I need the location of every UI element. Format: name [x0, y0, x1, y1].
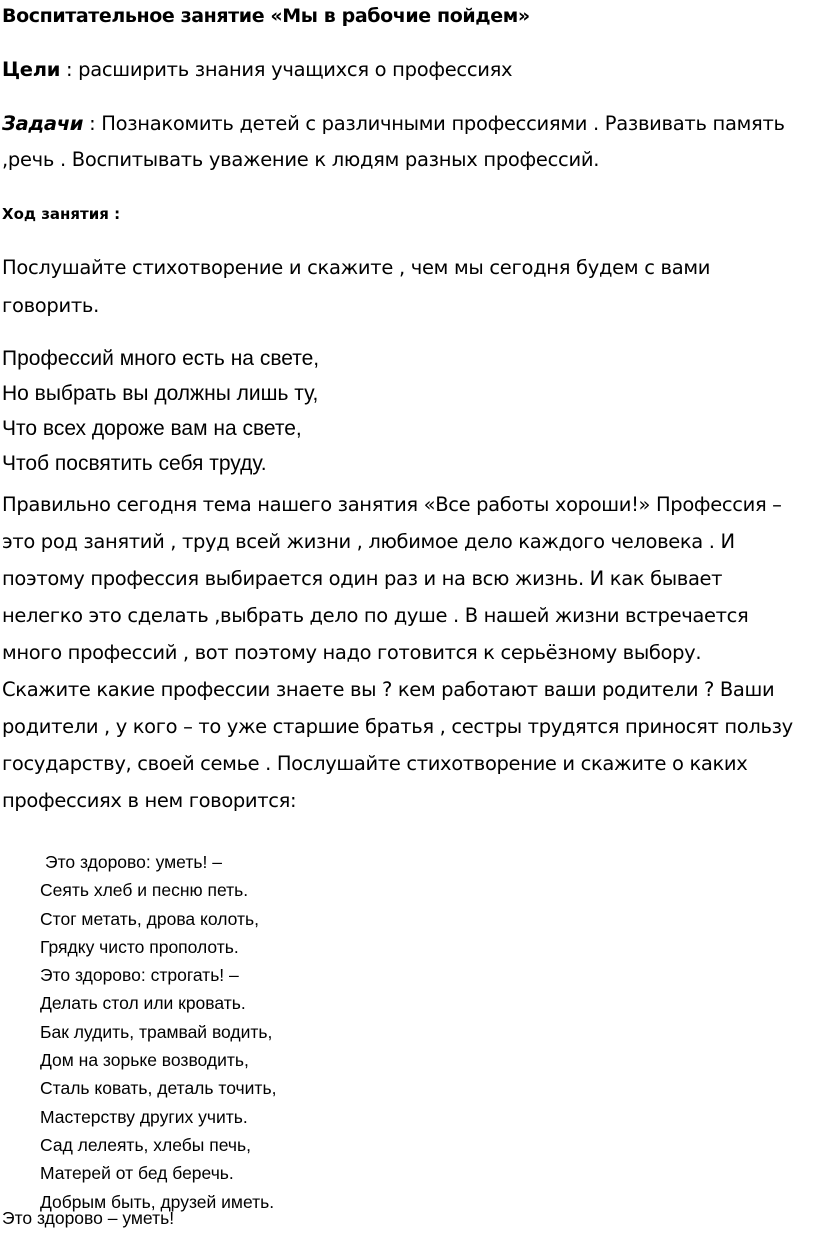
paragraph-line: нелегко это сделать ,выбрать дело по душе . В нашей жизни встречается	[2, 604, 749, 627]
poem-line: Стог метать, дрова колоть,	[40, 908, 259, 929]
poem-line: Матерей от бед беречь.	[40, 1163, 234, 1184]
goals-label: Цели	[2, 58, 61, 81]
paragraph-line: родители , у кого – то уже старшие братья , сестры трудятся приносят пользу	[2, 715, 793, 738]
paragraph-line: это род занятий , труд всей жизни , любимое дело каждого человека . И	[2, 530, 735, 553]
poem-line: Профессий много есть на свете,	[2, 347, 320, 370]
tasks-label: Задачи	[2, 112, 84, 135]
poem-line: Но выбрать вы должны лишь ту,	[2, 382, 319, 405]
poem-line: Это здорово: строгать! –	[40, 965, 239, 986]
document-title: Воспитательное занятие «Мы в рабочие пойдем»	[2, 5, 530, 27]
poem-line: Сад лелеять, хлебы печь,	[40, 1134, 251, 1155]
poem-line: Чтоб посвятить себя труду.	[2, 452, 267, 475]
paragraph-line: поэтому профессия выбирается один раз и на всю жизнь. И как бывает	[2, 567, 723, 590]
paragraph-line: профессиях в нем говорится:	[2, 789, 297, 812]
goals-text: : расширить знания учащихся о профессиях	[60, 58, 513, 81]
course-heading: Ход занятия :	[2, 205, 121, 223]
paragraph-line: много профессий , вот поэтому надо готовится к серьёзному выбору.	[2, 641, 702, 664]
paragraph-line: государству, своей семье . Послушайте стихотворение и скажите о каких	[2, 752, 748, 775]
poem-line: Бак лудить, трамвай водить,	[40, 1021, 273, 1042]
poem-finale-line: Это здорово – уметь!	[2, 1208, 175, 1228]
poem-line: Дом на зорьке возводить,	[40, 1050, 249, 1071]
poem-line: Добрым быть, друзей иметь.	[40, 1191, 275, 1212]
poem-skills	[40, 848, 276, 1216]
intro-line-1: Послушайте стихотворение и скажите , чем мы сегодня будем с вами	[2, 256, 711, 279]
poem-line: Это здорово: уметь! –	[45, 852, 222, 872]
poem-professions	[2, 341, 319, 481]
poem-line: Грядку чисто прополоть.	[40, 936, 239, 957]
poem-line: Делать стол или кровать.	[40, 993, 246, 1014]
tasks-line-2: ,речь . Воспитывать уважение к людям разных профессий.	[2, 148, 600, 171]
intro-line-2: говорить.	[2, 294, 99, 317]
body-paragraph	[2, 486, 814, 819]
paragraph-line: Правильно сегодня тема нашего занятия «Все работы хороши!» Профессия –	[2, 493, 782, 516]
poem-line: Сталь ковать, деталь точить,	[40, 1078, 277, 1099]
goals-line	[2, 58, 512, 81]
paragraph-line: Скажите какие профессии знаете вы ? кем работают ваши родители ? Ваши	[2, 678, 775, 701]
tasks-text-1: : Познакомить детей с различными профессиями . Развивать память	[83, 112, 785, 135]
poem-line: Мастерству других учить.	[40, 1106, 248, 1127]
poem-line: Сеять хлеб и песню петь.	[40, 880, 249, 901]
poem-line: Что всех дороже вам на свете,	[2, 417, 302, 440]
tasks-line-1	[2, 112, 785, 135]
